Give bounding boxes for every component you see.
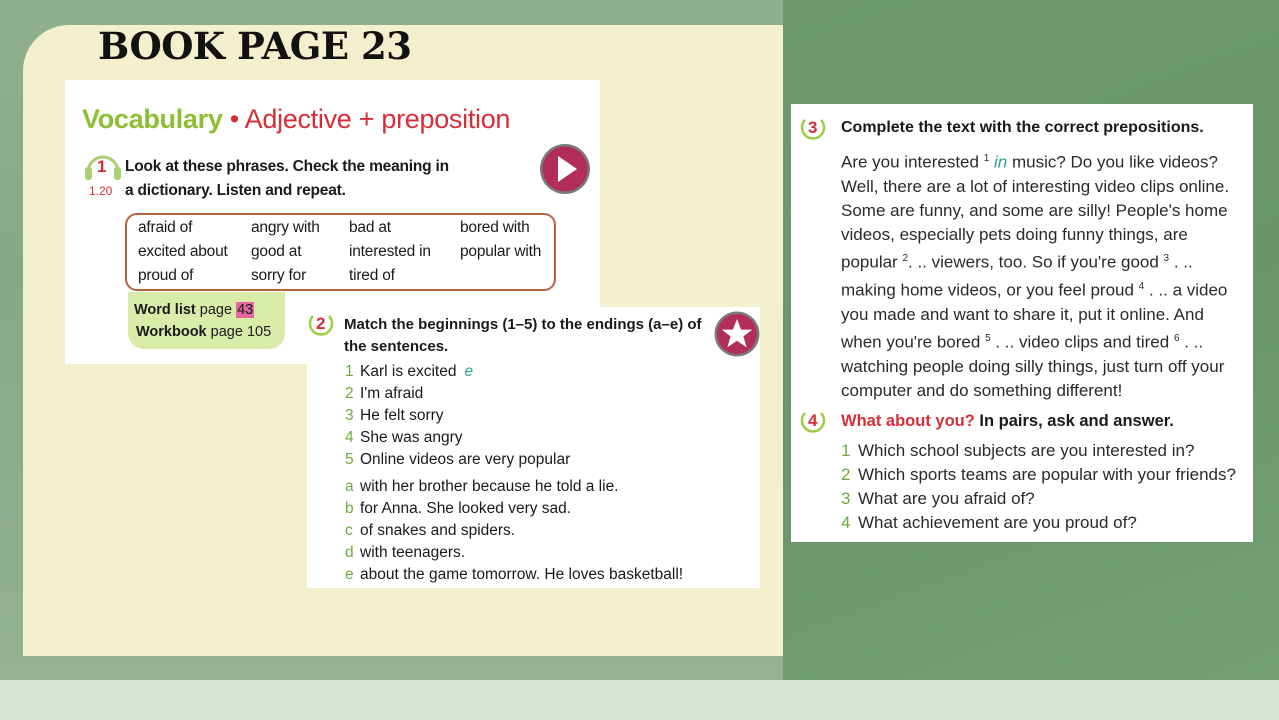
exercise-3-text (841, 147, 1249, 404)
item-text: about the game tomorrow. He loves basketball! (360, 566, 684, 583)
phrase: afraid of (138, 219, 193, 236)
vocabulary-heading-sub: Adjective + preposition (244, 104, 511, 134)
exercise-3-title: Complete the text with the correct prepositions. (841, 119, 1204, 136)
text-segment: . .. watching people doing silly things, just turn off your computer and do something different! (841, 333, 1225, 401)
item-text: I'm afraid (360, 385, 424, 402)
item-number: 1 (345, 363, 354, 380)
exercise-1-number: 1 (97, 157, 107, 176)
exercise-1-instruction-line2: a dictionary. Listen and repeat. (125, 182, 346, 199)
text-segment: . .. viewers, too. So if you're good (908, 253, 1164, 273)
word-list-page-number: 43 (237, 302, 254, 318)
exercise-2-instruction: Match the beginnings (1–5) to the endings (a–e) of the sentences. (344, 316, 702, 355)
match-panel (307, 307, 760, 588)
vocabulary-heading-main: Vocabulary (82, 104, 223, 134)
gap-number: 2 (902, 253, 908, 265)
item-number: 2 (841, 465, 851, 484)
item-text: for Anna. She looked very sad. (360, 500, 572, 517)
item-text: What are you afraid of? (858, 489, 1035, 508)
text-segment: Are you interested (841, 152, 984, 172)
match-beginning-item (345, 363, 473, 381)
question-item (841, 465, 1236, 485)
exercise-1-instruction-line1: Look at these phrases. Check the meaning in (125, 158, 449, 175)
match-ending-item (345, 500, 571, 518)
item-text: with her brother because he told a lie. (360, 478, 619, 495)
match-ending-item (345, 566, 683, 584)
item-text: with teenagers. (360, 544, 466, 561)
phrase: bad at (349, 219, 391, 236)
match-beginning-item (345, 451, 570, 469)
workbook-reference (136, 324, 271, 340)
gap-number: 1 (983, 153, 990, 164)
gap-number: 4 (1138, 281, 1145, 293)
gap-number: 5 (985, 333, 991, 345)
item-text: She was angry (360, 429, 463, 446)
exercise-2-number: 2 (316, 314, 326, 333)
item-text: What achievement are you proud of? (858, 513, 1137, 532)
text-segment: . .. making home videos, or you feel proud (841, 253, 1193, 300)
item-text: of snakes and spiders. (360, 522, 516, 539)
match-beginning-item (345, 429, 463, 447)
text-segment: . .. video clips and tired (990, 333, 1174, 353)
question-item (841, 489, 1035, 509)
question-item (841, 513, 1137, 533)
text-segment: . .. a video you made and want to share it, put it online. And when you're bored (841, 280, 1228, 353)
item-text: Online videos are very popular (360, 451, 571, 468)
question-item (841, 441, 1194, 461)
item-letter: b (345, 500, 354, 517)
phrase: excited about (138, 243, 228, 260)
item-letter: a (345, 478, 354, 495)
vocabulary-heading-bullet: • (229, 104, 239, 134)
phrase: bored with (460, 219, 530, 236)
item-number: 5 (345, 451, 354, 468)
right-exercises-panel (791, 104, 1253, 542)
example-answer: e (464, 363, 474, 380)
page-title: BOOK PAGE 23 (98, 24, 412, 68)
audio-track-number: 1.20 (89, 184, 113, 198)
play-icon[interactable] (539, 143, 591, 195)
item-number: 1 (841, 441, 851, 460)
item-text: Karl is excited (360, 363, 457, 380)
word-list-box (128, 292, 285, 349)
gap-number: 6 (1173, 333, 1180, 345)
item-letter: c (345, 522, 353, 539)
item-letter: d (345, 544, 354, 561)
exercise-4-title-rest: In pairs, ask and answer. (974, 412, 1174, 430)
phrase: proud of (138, 267, 194, 284)
workbook-label: Workbook (136, 324, 207, 340)
phrase: good at (251, 243, 302, 260)
item-text: Which school subjects are you interested in? (858, 441, 1195, 460)
match-ending-item (345, 478, 619, 496)
text-segment: music? Do you like videos? Well, there are a lot of interesting video clips online. Some are funny, and some are silly! People's home videos, especially pets doing funny things, are popular (841, 152, 1230, 273)
match-beginning-item (345, 385, 423, 403)
phrase: tired of (349, 267, 395, 284)
item-text: Which sports teams are popular with your friends? (858, 465, 1236, 484)
star-icon[interactable] (714, 311, 760, 357)
word-list-label: Word list (134, 302, 196, 318)
background-bottom-strip (0, 680, 1279, 720)
match-beginning-item (345, 407, 444, 425)
exercise-3-number: 3 (808, 118, 818, 137)
exercise-4-title-highlight: What about you? (841, 412, 975, 430)
vocabulary-heading (82, 104, 510, 135)
exercise-4-number: 4 (808, 411, 818, 430)
example-answer: in (994, 152, 1008, 172)
item-number: 2 (345, 385, 354, 402)
phrase: sorry for (251, 267, 307, 284)
phrase: interested in (349, 243, 431, 260)
workbook-page: page 105 (210, 324, 272, 340)
match-ending-item (345, 522, 515, 540)
item-number: 4 (841, 513, 851, 532)
match-ending-item (345, 544, 465, 562)
phrase: popular with (460, 243, 542, 260)
item-number: 4 (345, 429, 354, 446)
item-number: 3 (345, 407, 354, 424)
word-list-reference (134, 302, 254, 318)
item-text: He felt sorry (360, 407, 444, 424)
item-number: 3 (841, 489, 851, 508)
gap-number: 3 (1163, 253, 1170, 265)
exercise-4-title (841, 412, 1174, 431)
word-list-page-word: page (199, 302, 233, 318)
phrase: angry with (251, 219, 320, 236)
item-letter: e (345, 566, 354, 583)
